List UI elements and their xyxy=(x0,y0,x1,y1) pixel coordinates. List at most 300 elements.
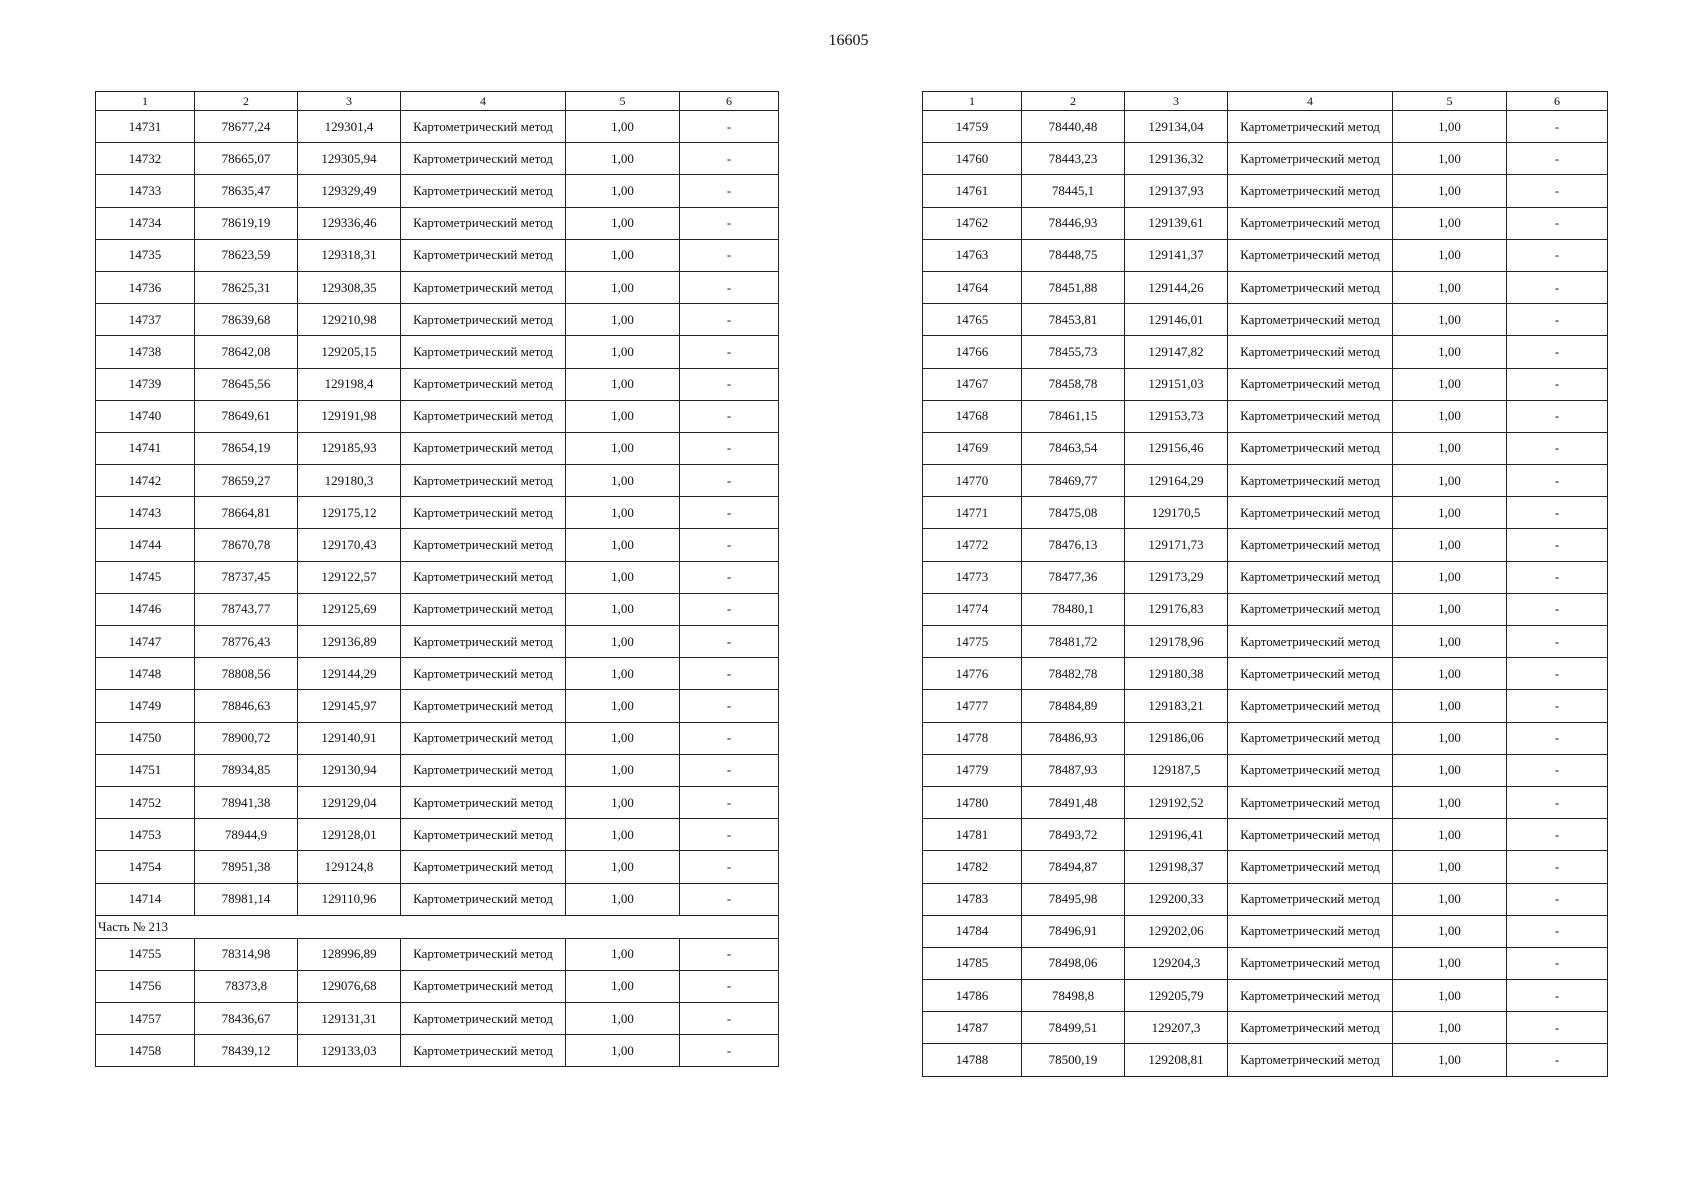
method-cell: Картометрический метод xyxy=(1228,561,1393,593)
description-cell: - xyxy=(680,593,779,625)
method-cell: Картометрический метод xyxy=(1228,400,1393,432)
method-cell: Картометрический метод xyxy=(1228,175,1393,207)
y-coordinate-cell: 129191,98 xyxy=(298,400,401,432)
y-coordinate-cell: 129140,91 xyxy=(298,722,401,754)
left-coordinates-table xyxy=(95,91,779,1067)
point-number-cell: 14773 xyxy=(923,561,1022,593)
method-cell: Картометрический метод xyxy=(1228,626,1393,658)
y-coordinate-cell: 129125,69 xyxy=(298,593,401,625)
point-number-cell: 14745 xyxy=(96,561,195,593)
description-cell: - xyxy=(680,819,779,851)
point-number-cell: 14732 xyxy=(96,143,195,175)
description-cell: - xyxy=(1507,497,1608,529)
y-coordinate-cell: 129139,61 xyxy=(1125,207,1228,239)
method-cell: Картометрический метод xyxy=(401,938,566,970)
table-row xyxy=(923,239,1608,271)
description-cell: - xyxy=(680,497,779,529)
table-row xyxy=(96,754,779,786)
description-cell: - xyxy=(1507,980,1608,1012)
x-coordinate-cell: 78455,73 xyxy=(1022,336,1125,368)
description-cell: - xyxy=(680,207,779,239)
page-number: 16605 xyxy=(828,32,869,49)
point-number-cell: 14748 xyxy=(96,658,195,690)
accuracy-cell: 1,00 xyxy=(1393,368,1507,400)
method-cell: Картометрический метод xyxy=(1228,722,1393,754)
method-cell: Картометрический метод xyxy=(1228,754,1393,786)
table-row xyxy=(923,883,1608,915)
point-number-cell: 14739 xyxy=(96,368,195,400)
description-cell: - xyxy=(1507,111,1608,143)
header-col-1: 1 xyxy=(923,92,1022,111)
y-coordinate-cell: 129329,49 xyxy=(298,175,401,207)
point-number-cell: 14763 xyxy=(923,239,1022,271)
table-row xyxy=(923,658,1608,690)
table-row xyxy=(96,175,779,207)
x-coordinate-cell: 78436,67 xyxy=(195,1003,298,1035)
x-coordinate-cell: 78446,93 xyxy=(1022,207,1125,239)
accuracy-cell: 1,00 xyxy=(1393,175,1507,207)
method-cell: Картометрический метод xyxy=(401,111,566,143)
table-row xyxy=(923,529,1608,561)
point-number-cell: 14784 xyxy=(923,915,1022,947)
method-cell: Картометрический метод xyxy=(401,271,566,303)
x-coordinate-cell: 78934,85 xyxy=(195,754,298,786)
method-cell: Картометрический метод xyxy=(401,722,566,754)
table-row xyxy=(96,400,779,432)
description-cell: - xyxy=(1507,143,1608,175)
table-row xyxy=(96,658,779,690)
method-cell: Картометрический метод xyxy=(401,819,566,851)
y-coordinate-cell: 129128,01 xyxy=(298,819,401,851)
y-coordinate-cell: 129147,82 xyxy=(1125,336,1228,368)
accuracy-cell: 1,00 xyxy=(1393,239,1507,271)
table-row xyxy=(923,271,1608,303)
method-cell: Картометрический метод xyxy=(401,690,566,722)
method-cell: Картометрический метод xyxy=(1228,819,1393,851)
accuracy-cell: 1,00 xyxy=(566,304,680,336)
description-cell: - xyxy=(1507,271,1608,303)
y-coordinate-cell: 129336,46 xyxy=(298,207,401,239)
method-cell: Картометрический метод xyxy=(1228,980,1393,1012)
description-cell: - xyxy=(1507,915,1608,947)
accuracy-cell: 1,00 xyxy=(566,851,680,883)
x-coordinate-cell: 78665,07 xyxy=(195,143,298,175)
description-cell: - xyxy=(680,754,779,786)
table-row xyxy=(96,239,779,271)
table-row xyxy=(923,626,1608,658)
y-coordinate-cell: 129144,29 xyxy=(298,658,401,690)
y-coordinate-cell: 129180,38 xyxy=(1125,658,1228,690)
table-row xyxy=(923,690,1608,722)
y-coordinate-cell: 129129,04 xyxy=(298,786,401,818)
description-cell: - xyxy=(1507,336,1608,368)
x-coordinate-cell: 78493,72 xyxy=(1022,819,1125,851)
method-cell: Картометрический метод xyxy=(401,658,566,690)
table-row xyxy=(923,368,1608,400)
y-coordinate-cell: 129305,94 xyxy=(298,143,401,175)
point-number-cell: 14750 xyxy=(96,722,195,754)
point-number-cell: 14782 xyxy=(923,851,1022,883)
point-number-cell: 14765 xyxy=(923,304,1022,336)
method-cell: Картометрический метод xyxy=(401,970,566,1002)
x-coordinate-cell: 78498,8 xyxy=(1022,980,1125,1012)
point-number-cell: 14733 xyxy=(96,175,195,207)
accuracy-cell: 1,00 xyxy=(566,271,680,303)
method-cell: Картометрический метод xyxy=(401,143,566,175)
point-number-cell: 14759 xyxy=(923,111,1022,143)
accuracy-cell: 1,00 xyxy=(566,658,680,690)
x-coordinate-cell: 78461,15 xyxy=(1022,400,1125,432)
method-cell: Картометрический метод xyxy=(1228,239,1393,271)
accuracy-cell: 1,00 xyxy=(1393,722,1507,754)
description-cell: - xyxy=(1507,304,1608,336)
description-cell: - xyxy=(680,1003,779,1035)
method-cell: Картометрический метод xyxy=(401,593,566,625)
description-cell: - xyxy=(680,175,779,207)
header-col-4: 4 xyxy=(401,92,566,111)
description-cell: - xyxy=(1507,722,1608,754)
description-cell: - xyxy=(680,111,779,143)
accuracy-cell: 1,00 xyxy=(566,561,680,593)
y-coordinate-cell: 129136,89 xyxy=(298,626,401,658)
point-number-cell: 14744 xyxy=(96,529,195,561)
table-row xyxy=(923,593,1608,625)
table-row xyxy=(923,207,1608,239)
method-cell: Картометрический метод xyxy=(401,1003,566,1035)
x-coordinate-cell: 78623,59 xyxy=(195,239,298,271)
table-row xyxy=(96,938,779,970)
point-number-cell: 14746 xyxy=(96,593,195,625)
point-number-cell: 14787 xyxy=(923,1012,1022,1044)
method-cell: Картометрический метод xyxy=(1228,947,1393,979)
point-number-cell: 14771 xyxy=(923,497,1022,529)
accuracy-cell: 1,00 xyxy=(1393,819,1507,851)
y-coordinate-cell: 129196,41 xyxy=(1125,819,1228,851)
x-coordinate-cell: 78445,1 xyxy=(1022,175,1125,207)
accuracy-cell: 1,00 xyxy=(1393,947,1507,979)
description-cell: - xyxy=(1507,175,1608,207)
y-coordinate-cell: 129180,3 xyxy=(298,465,401,497)
description-cell: - xyxy=(1507,465,1608,497)
x-coordinate-cell: 78451,88 xyxy=(1022,271,1125,303)
header-col-1: 1 xyxy=(96,92,195,111)
table-header xyxy=(923,92,1608,111)
y-coordinate-cell: 129137,93 xyxy=(1125,175,1228,207)
y-coordinate-cell: 129178,96 xyxy=(1125,626,1228,658)
accuracy-cell: 1,00 xyxy=(566,336,680,368)
method-cell: Картометрический метод xyxy=(401,497,566,529)
y-coordinate-cell: 129183,21 xyxy=(1125,690,1228,722)
method-cell: Картометрический метод xyxy=(1228,207,1393,239)
y-coordinate-cell: 129200,33 xyxy=(1125,883,1228,915)
point-number-cell: 14743 xyxy=(96,497,195,529)
description-cell: - xyxy=(1507,400,1608,432)
accuracy-cell: 1,00 xyxy=(566,883,680,915)
point-number-cell: 14741 xyxy=(96,432,195,464)
table-row xyxy=(96,851,779,883)
y-coordinate-cell: 129185,93 xyxy=(298,432,401,464)
x-coordinate-cell: 78941,38 xyxy=(195,786,298,818)
method-cell: Картометрический метод xyxy=(401,626,566,658)
point-number-cell: 14769 xyxy=(923,432,1022,464)
x-coordinate-cell: 78645,56 xyxy=(195,368,298,400)
point-number-cell: 14767 xyxy=(923,368,1022,400)
accuracy-cell: 1,00 xyxy=(1393,304,1507,336)
method-cell: Картометрический метод xyxy=(1228,497,1393,529)
description-cell: - xyxy=(1507,239,1608,271)
accuracy-cell: 1,00 xyxy=(1393,786,1507,818)
y-coordinate-cell: 129164,29 xyxy=(1125,465,1228,497)
table-row xyxy=(96,465,779,497)
right-coordinates-table xyxy=(922,91,1608,1077)
method-cell: Картометрический метод xyxy=(401,239,566,271)
accuracy-cell: 1,00 xyxy=(1393,111,1507,143)
x-coordinate-cell: 78476,13 xyxy=(1022,529,1125,561)
method-cell: Картометрический метод xyxy=(1228,143,1393,175)
header-col-2: 2 xyxy=(1022,92,1125,111)
point-number-cell: 14760 xyxy=(923,143,1022,175)
accuracy-cell: 1,00 xyxy=(566,432,680,464)
accuracy-cell: 1,00 xyxy=(1393,593,1507,625)
point-number-cell: 14757 xyxy=(96,1003,195,1035)
point-number-cell: 14731 xyxy=(96,111,195,143)
header-col-6: 6 xyxy=(1507,92,1608,111)
table-row xyxy=(96,819,779,851)
x-coordinate-cell: 78487,93 xyxy=(1022,754,1125,786)
method-cell: Картометрический метод xyxy=(401,400,566,432)
table-body xyxy=(923,111,1608,1077)
header-col-3: 3 xyxy=(298,92,401,111)
method-cell: Картометрический метод xyxy=(1228,432,1393,464)
table-row xyxy=(923,400,1608,432)
header-col-5: 5 xyxy=(1393,92,1507,111)
table-row xyxy=(96,497,779,529)
accuracy-cell: 1,00 xyxy=(566,465,680,497)
x-coordinate-cell: 78475,08 xyxy=(1022,497,1125,529)
table-row xyxy=(96,626,779,658)
y-coordinate-cell: 129301,4 xyxy=(298,111,401,143)
y-coordinate-cell: 129198,4 xyxy=(298,368,401,400)
y-coordinate-cell: 129318,31 xyxy=(298,239,401,271)
point-number-cell: 14777 xyxy=(923,690,1022,722)
y-coordinate-cell: 129141,37 xyxy=(1125,239,1228,271)
point-number-cell: 14768 xyxy=(923,400,1022,432)
y-coordinate-cell: 129124,8 xyxy=(298,851,401,883)
method-cell: Картометрический метод xyxy=(1228,271,1393,303)
table-row xyxy=(923,111,1608,143)
header-col-2: 2 xyxy=(195,92,298,111)
description-cell: - xyxy=(680,304,779,336)
y-coordinate-cell: 129153,73 xyxy=(1125,400,1228,432)
header-col-6: 6 xyxy=(680,92,779,111)
x-coordinate-cell: 78480,1 xyxy=(1022,593,1125,625)
y-coordinate-cell: 129144,26 xyxy=(1125,271,1228,303)
x-coordinate-cell: 78477,36 xyxy=(1022,561,1125,593)
point-number-cell: 14778 xyxy=(923,722,1022,754)
point-number-cell: 14747 xyxy=(96,626,195,658)
y-coordinate-cell: 129204,3 xyxy=(1125,947,1228,979)
x-coordinate-cell: 78619,19 xyxy=(195,207,298,239)
x-coordinate-cell: 78486,93 xyxy=(1022,722,1125,754)
accuracy-cell: 1,00 xyxy=(566,1003,680,1035)
table-row xyxy=(923,465,1608,497)
table-row xyxy=(923,143,1608,175)
table-row xyxy=(923,336,1608,368)
y-coordinate-cell: 129136,32 xyxy=(1125,143,1228,175)
method-cell: Картометрический метод xyxy=(1228,690,1393,722)
method-cell: Картометрический метод xyxy=(401,754,566,786)
accuracy-cell: 1,00 xyxy=(1393,271,1507,303)
table-row xyxy=(923,304,1608,336)
table-row xyxy=(96,593,779,625)
accuracy-cell: 1,00 xyxy=(1393,690,1507,722)
accuracy-cell: 1,00 xyxy=(566,593,680,625)
table-row xyxy=(96,561,779,593)
description-cell: - xyxy=(1507,883,1608,915)
y-coordinate-cell: 129192,52 xyxy=(1125,786,1228,818)
point-number-cell: 14753 xyxy=(96,819,195,851)
x-coordinate-cell: 78944,9 xyxy=(195,819,298,851)
x-coordinate-cell: 78659,27 xyxy=(195,465,298,497)
table-row xyxy=(96,432,779,464)
x-coordinate-cell: 78664,81 xyxy=(195,497,298,529)
point-number-cell: 14738 xyxy=(96,336,195,368)
y-coordinate-cell: 129205,79 xyxy=(1125,980,1228,1012)
table-row xyxy=(923,851,1608,883)
description-cell: - xyxy=(680,786,779,818)
x-coordinate-cell: 78491,48 xyxy=(1022,786,1125,818)
table-row xyxy=(96,271,779,303)
table-row xyxy=(923,786,1608,818)
method-cell: Картометрический метод xyxy=(401,786,566,818)
description-cell: - xyxy=(680,722,779,754)
description-cell: - xyxy=(680,400,779,432)
method-cell: Картометрический метод xyxy=(401,883,566,915)
method-cell: Картометрический метод xyxy=(1228,851,1393,883)
point-number-cell: 14737 xyxy=(96,304,195,336)
accuracy-cell: 1,00 xyxy=(566,786,680,818)
x-coordinate-cell: 78846,63 xyxy=(195,690,298,722)
description-cell: - xyxy=(680,970,779,1002)
accuracy-cell: 1,00 xyxy=(1393,980,1507,1012)
description-cell: - xyxy=(1507,658,1608,690)
accuracy-cell: 1,00 xyxy=(1393,432,1507,464)
point-number-cell: 14752 xyxy=(96,786,195,818)
method-cell: Картометрический метод xyxy=(401,851,566,883)
x-coordinate-cell: 78639,68 xyxy=(195,304,298,336)
description-cell: - xyxy=(1507,368,1608,400)
y-coordinate-cell: 129198,37 xyxy=(1125,851,1228,883)
description-cell: - xyxy=(1507,690,1608,722)
point-number-cell: 14776 xyxy=(923,658,1022,690)
description-cell: - xyxy=(1507,819,1608,851)
point-number-cell: 14779 xyxy=(923,754,1022,786)
accuracy-cell: 1,00 xyxy=(566,690,680,722)
accuracy-cell: 1,00 xyxy=(566,819,680,851)
method-cell: Картометрический метод xyxy=(401,529,566,561)
table-row xyxy=(96,336,779,368)
table-row xyxy=(923,497,1608,529)
x-coordinate-cell: 78314,98 xyxy=(195,938,298,970)
x-coordinate-cell: 78448,75 xyxy=(1022,239,1125,271)
y-coordinate-cell: 129122,57 xyxy=(298,561,401,593)
method-cell: Картометрический метод xyxy=(1228,883,1393,915)
table-row xyxy=(923,754,1608,786)
point-number-cell: 14788 xyxy=(923,1044,1022,1076)
point-number-cell: 14714 xyxy=(96,883,195,915)
description-cell: - xyxy=(1507,207,1608,239)
x-coordinate-cell: 78500,19 xyxy=(1022,1044,1125,1076)
point-number-cell: 14751 xyxy=(96,754,195,786)
description-cell: - xyxy=(680,529,779,561)
y-coordinate-cell: 128996,89 xyxy=(298,938,401,970)
y-coordinate-cell: 129170,5 xyxy=(1125,497,1228,529)
description-cell: - xyxy=(680,690,779,722)
method-cell: Картометрический метод xyxy=(401,465,566,497)
description-cell: - xyxy=(1507,1044,1608,1076)
point-number-cell: 14774 xyxy=(923,593,1022,625)
description-cell: - xyxy=(680,1035,779,1067)
accuracy-cell: 1,00 xyxy=(566,529,680,561)
table-row xyxy=(96,304,779,336)
y-coordinate-cell: 129156,46 xyxy=(1125,432,1228,464)
description-cell: - xyxy=(680,465,779,497)
table-row xyxy=(923,980,1608,1012)
x-coordinate-cell: 78951,38 xyxy=(195,851,298,883)
description-cell: - xyxy=(680,143,779,175)
x-coordinate-cell: 78677,24 xyxy=(195,111,298,143)
point-number-cell: 14734 xyxy=(96,207,195,239)
method-cell: Картометрический метод xyxy=(1228,1012,1393,1044)
accuracy-cell: 1,00 xyxy=(1393,497,1507,529)
table-row xyxy=(923,432,1608,464)
point-number-cell: 14775 xyxy=(923,626,1022,658)
point-number-cell: 14758 xyxy=(96,1035,195,1067)
method-cell: Картометрический метод xyxy=(1228,336,1393,368)
accuracy-cell: 1,00 xyxy=(1393,754,1507,786)
point-number-cell: 14783 xyxy=(923,883,1022,915)
accuracy-cell: 1,00 xyxy=(566,143,680,175)
accuracy-cell: 1,00 xyxy=(1393,465,1507,497)
x-coordinate-cell: 78981,14 xyxy=(195,883,298,915)
y-coordinate-cell: 129210,98 xyxy=(298,304,401,336)
x-coordinate-cell: 78625,31 xyxy=(195,271,298,303)
accuracy-cell: 1,00 xyxy=(566,497,680,529)
x-coordinate-cell: 78443,23 xyxy=(1022,143,1125,175)
description-cell: - xyxy=(1507,626,1608,658)
y-coordinate-cell: 129170,43 xyxy=(298,529,401,561)
method-cell: Картометрический метод xyxy=(1228,465,1393,497)
point-number-cell: 14781 xyxy=(923,819,1022,851)
accuracy-cell: 1,00 xyxy=(1393,529,1507,561)
point-number-cell: 14755 xyxy=(96,938,195,970)
x-coordinate-cell: 78900,72 xyxy=(195,722,298,754)
y-coordinate-cell: 129173,29 xyxy=(1125,561,1228,593)
x-coordinate-cell: 78743,77 xyxy=(195,593,298,625)
x-coordinate-cell: 78494,87 xyxy=(1022,851,1125,883)
x-coordinate-cell: 78670,78 xyxy=(195,529,298,561)
method-cell: Картометрический метод xyxy=(401,175,566,207)
table-row xyxy=(96,722,779,754)
x-coordinate-cell: 78808,56 xyxy=(195,658,298,690)
accuracy-cell: 1,00 xyxy=(1393,400,1507,432)
table-row xyxy=(923,561,1608,593)
description-cell: - xyxy=(1507,754,1608,786)
y-coordinate-cell: 129146,01 xyxy=(1125,304,1228,336)
header-col-3: 3 xyxy=(1125,92,1228,111)
x-coordinate-cell: 78649,61 xyxy=(195,400,298,432)
table-row xyxy=(96,143,779,175)
